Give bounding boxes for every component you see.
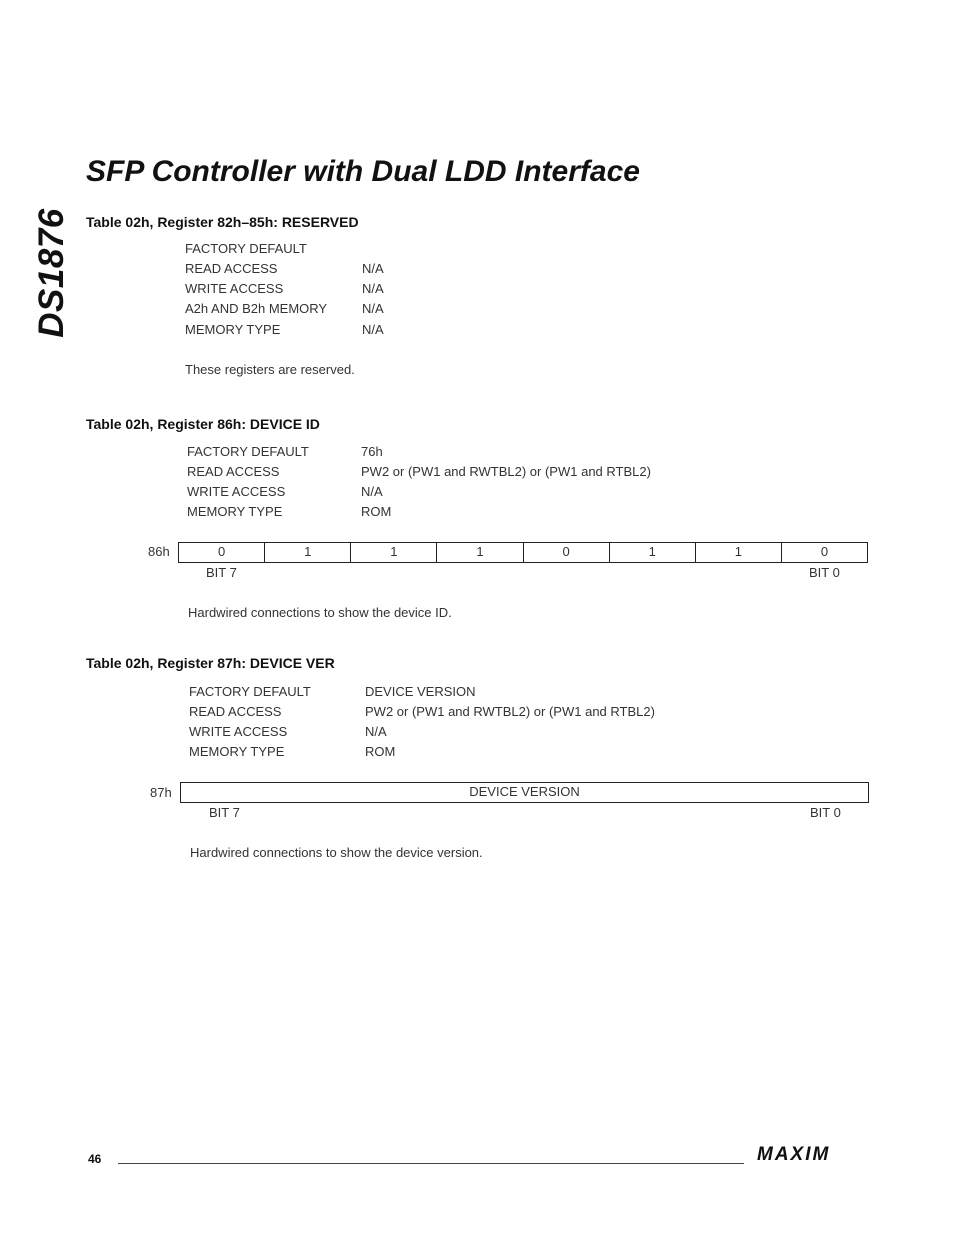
section-note: Hardwired connections to show the device version. <box>190 845 483 860</box>
prop-value: N/A <box>362 281 384 296</box>
logo-text: MAXIM <box>757 1145 831 1163</box>
prop-label: MEMORY TYPE <box>185 322 281 337</box>
prop-label: WRITE ACCESS <box>189 724 288 739</box>
prop-value: DEVICE VERSION <box>365 684 476 699</box>
bit-msb-label: BIT 7 <box>206 565 237 580</box>
prop-value: N/A <box>362 301 384 316</box>
bit-cell: 0 <box>524 543 610 562</box>
register-field-table <box>180 782 869 803</box>
prop-label: READ ACCESS <box>187 464 280 479</box>
section-title-device-ver: Table 02h, Register 87h: DEVICE VER <box>86 655 335 671</box>
bit-cell: 1 <box>265 543 351 562</box>
section-note: These registers are reserved. <box>185 362 355 377</box>
page-number: 46 <box>88 1152 102 1166</box>
prop-label: READ ACCESS <box>189 704 282 719</box>
prop-value: N/A <box>365 724 387 739</box>
bit-msb-label: BIT 7 <box>209 805 240 820</box>
bit-cell: 1 <box>351 543 437 562</box>
bit-cell: 1 <box>610 543 696 562</box>
bit-cell: 1 <box>696 543 782 562</box>
register-bit-table <box>178 542 868 563</box>
prop-label: WRITE ACCESS <box>187 484 286 499</box>
bit-cell: 0 <box>179 543 265 562</box>
prop-label: MEMORY TYPE <box>189 744 285 759</box>
register-field: DEVICE VERSION <box>469 784 580 799</box>
maxim-logo <box>757 1145 867 1168</box>
side-title-text: DS1876 <box>32 208 71 338</box>
bit-cell: 0 <box>820 544 829 559</box>
side-title <box>28 208 76 338</box>
prop-value: ROM <box>361 504 392 519</box>
prop-label: A2h AND B2h MEMORY <box>185 301 328 316</box>
prop-value: N/A <box>362 261 384 276</box>
footer-divider <box>118 1163 744 1164</box>
bit-cell: 1 <box>437 543 523 562</box>
prop-label: MEMORY TYPE <box>187 504 283 519</box>
prop-label: READ ACCESS <box>185 261 278 276</box>
prop-value: PW2 or (PW1 and RWTBL2) or (PW1 and RTBL2) <box>361 464 651 479</box>
section-note: Hardwired connections to show the device ID. <box>188 605 452 620</box>
section-title-device-id: Table 02h, Register 86h: DEVICE ID <box>86 416 320 432</box>
prop-value: N/A <box>362 322 384 337</box>
prop-label: FACTORY DEFAULT <box>189 684 311 699</box>
prop-label: FACTORY DEFAULT <box>187 444 309 459</box>
prop-label: FACTORY DEFAULT <box>185 241 307 256</box>
prop-value: 76h <box>361 444 383 459</box>
maxim-logo-icon <box>757 1145 867 1163</box>
register-address: 86h <box>148 544 170 559</box>
prop-value: ROM <box>365 744 396 759</box>
prop-value: N/A <box>361 484 383 499</box>
prop-value: PW2 or (PW1 and RWTBL2) or (PW1 and RTBL2) <box>365 704 655 719</box>
bit-lsb-label: BIT 0 <box>810 805 841 820</box>
prop-label: WRITE ACCESS <box>185 281 284 296</box>
page-title: SFP Controller with Dual LDD Interface <box>86 155 640 188</box>
bit-lsb-label: BIT 0 <box>809 565 840 580</box>
section-title-reserved: Table 02h, Register 82h–85h: RESERVED <box>86 214 359 230</box>
register-address: 87h <box>150 785 172 800</box>
